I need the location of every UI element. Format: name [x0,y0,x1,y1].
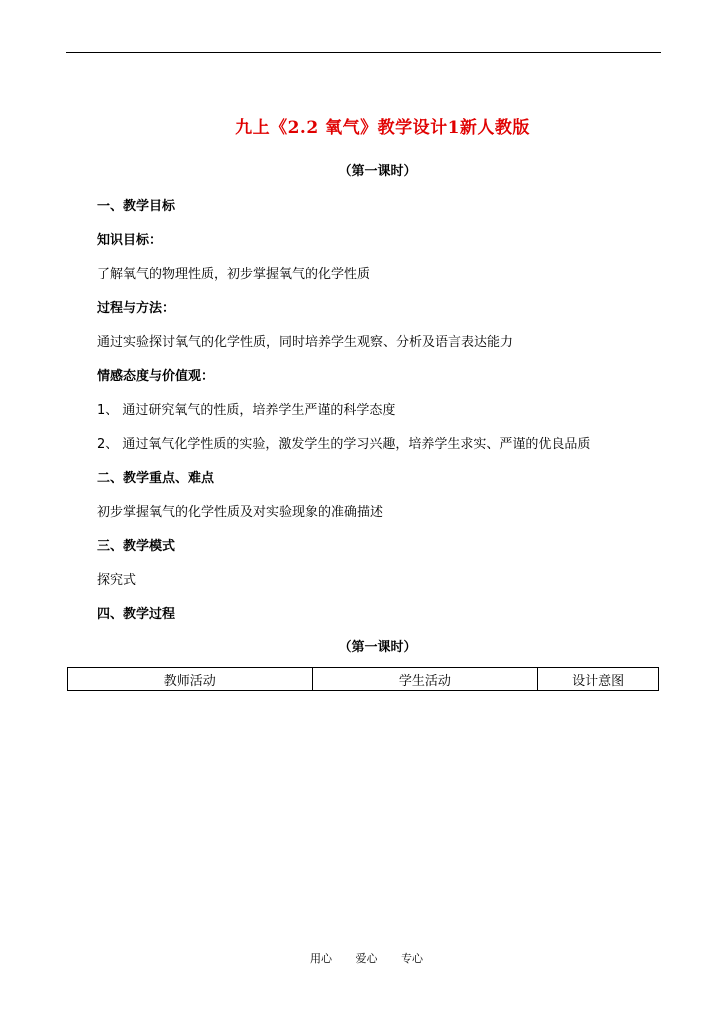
mode-heading: 三、教学模式 [97,539,176,554]
footer-word-2: 爱心 [355,952,378,965]
header-rule [66,52,661,53]
table-header-row [68,668,659,691]
process-heading: 过程与方法： [97,301,176,316]
student-activity-header: 学生活动 [312,668,538,691]
knowledge-heading: 知识目标： [97,233,163,248]
procedure-heading: 四、教学过程 [97,607,176,622]
document-title: 九上《2.2 氧气》教学设计1新人教版 [235,118,530,138]
focus-heading: 二、教学重点、难点 [97,471,215,486]
emotion-item-1: 1、 通过研究氧气的性质，培养学生严谨的科学态度 [97,403,396,418]
footer-word-3: 专心 [401,952,423,965]
knowledge-text: 了解氧气的物理性质，初步掌握氧气的化学性质 [97,267,371,282]
footer-word-1: 用心 [310,952,332,965]
procedure-subtitle: （第一课时） [338,640,417,655]
mode-text: 探究式 [97,573,137,588]
goals-heading: 一、教学目标 [97,199,176,214]
emotion-item-2: 2、 通过氧气化学性质的实验，激发学生的学习兴趣，培养学生求实、严谨的优良品质 [97,437,591,452]
page-footer [0,950,725,966]
process-text: 通过实验探讨氧气的化学性质，同时培养学生观察、分析及语言表达能力 [97,335,514,350]
lesson-subtitle: （第一课时） [338,164,417,179]
design-intent-header: 设计意图 [538,668,659,691]
emotion-heading: 情感态度与价值观： [97,369,215,384]
activities-table [67,667,659,691]
focus-text: 初步掌握氧气的化学性质及对实验现象的准确描述 [97,505,384,520]
teacher-activity-header: 教师活动 [68,668,313,691]
